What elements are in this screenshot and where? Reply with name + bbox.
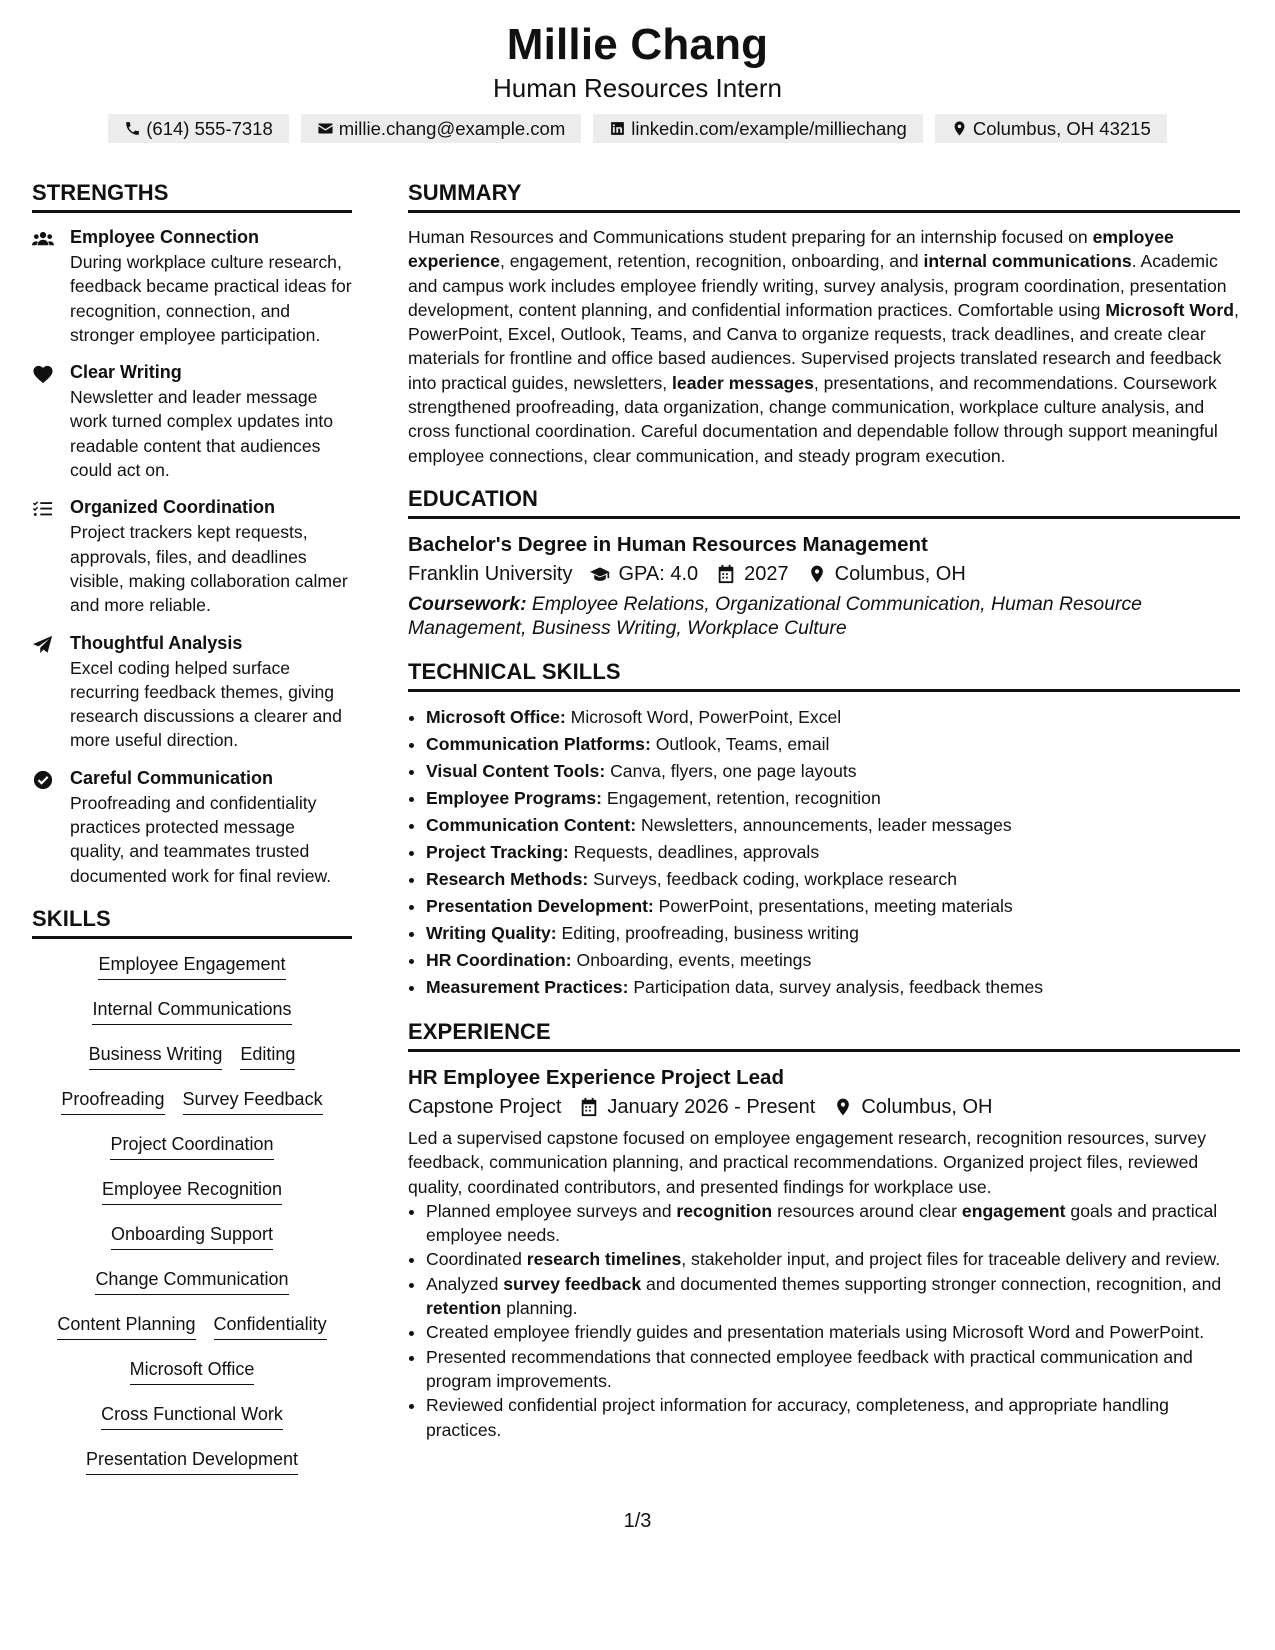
technical-skill-item [426, 839, 1240, 866]
technical-skill-value: Requests, deadlines, approvals [568, 841, 820, 862]
text-segment: Reviewed confidential project information for accuracy, completeness, and appropriate handling practices. [426, 1395, 1169, 1440]
strength-title: Careful Communication [70, 767, 274, 788]
technical-skill-label: Visual Content Tools: [426, 760, 606, 781]
job-bullet [426, 1247, 1240, 1271]
envelope-icon [317, 120, 334, 137]
contact-email[interactable] [301, 114, 581, 143]
skill-tag-row [32, 996, 352, 1041]
graduation-cap-icon [590, 564, 610, 584]
experience-heading: EXPERIENCE [408, 1017, 1240, 1052]
text-segment: Created employee friendly guides and presentation materials using Microsoft Word and PowerPoint. [426, 1322, 1205, 1343]
technical-skill-value: Outlook, Teams, email [650, 733, 830, 754]
strength-item [32, 360, 352, 482]
users-icon [32, 229, 54, 249]
skill-tag: Employee Recognition [102, 1176, 282, 1205]
technical-skill-label: Measurement Practices: [426, 976, 629, 997]
organization: Capstone Project [408, 1095, 562, 1118]
education-section [408, 484, 1240, 641]
technical-skill-item [426, 920, 1240, 947]
technical-skill-value: Participation data, survey analysis, feedback themes [628, 976, 1044, 997]
summary-section [408, 178, 1240, 468]
technical-skill-label: HR Coordination: [426, 949, 572, 970]
contact-location-text: Columbus, OH 43215 [972, 118, 1151, 139]
gpa: GPA: 4.0 [618, 562, 699, 585]
job-intro: Led a supervised capstone focused on employee engagement research, recognition resources, survey feedback, communication planning, and practical recommendations. Organized project files, reviewed quality, coordinated contributors, and presented findings for workplace use. [408, 1127, 1207, 1197]
contact-bar [0, 114, 1275, 143]
skill-tag: Microsoft Office [130, 1356, 255, 1385]
education-heading: EDUCATION [408, 484, 1240, 519]
skill-tag: Onboarding Support [111, 1221, 273, 1250]
skill-tag-row [32, 1131, 352, 1176]
education-meta [408, 559, 1240, 589]
technical-skill-value: Microsoft Word, PowerPoint, Excel [565, 706, 842, 727]
skill-tag: Proofreading [61, 1086, 164, 1115]
calendar-icon [579, 1097, 599, 1117]
strengths-heading: STRENGTHS [32, 178, 352, 213]
technical-skill-label: Writing Quality: [426, 922, 557, 943]
technical-skills-heading: TECHNICAL SKILLS [408, 657, 1240, 692]
technical-skill-item [426, 785, 1240, 812]
contact-linkedin-text: linkedin.com/example/milliechang [631, 118, 907, 139]
emphasis-text: internal communications [923, 251, 1132, 272]
strength-description: Project trackers kept requests, approvals, files, and deadlines visible, making collaboration calmer and more reliable. [70, 522, 348, 616]
technical-skill-item [426, 704, 1240, 731]
summary-text [408, 225, 1240, 468]
technical-skill-item [426, 812, 1240, 839]
job-bullets [408, 1199, 1240, 1442]
strength-description: Excel coding helped surface recurring feedback themes, giving research discussions a clearer and more useful direction. [70, 657, 342, 751]
text-segment: and documented themes supporting stronger connection, recognition, and [641, 1273, 1222, 1294]
text-segment: Analyzed [426, 1273, 504, 1294]
list-check-icon [32, 499, 54, 519]
linkedin-icon [609, 120, 626, 137]
technical-skill-item [426, 731, 1240, 758]
degree-title: Bachelor's Degree in Human Resources Management [408, 532, 928, 556]
phone-icon [124, 120, 141, 137]
strength-item [32, 495, 352, 617]
strength-title: Employee Connection [70, 227, 260, 247]
technical-skill-value: Surveys, feedback coding, workplace research [588, 868, 957, 889]
text-segment: goals and practical employee needs. [426, 1200, 1218, 1246]
text-segment: Presented recommendations that connected employee feedback with practical communication and program improvements. [426, 1346, 1193, 1391]
contact-location [935, 114, 1167, 143]
technical-skill-item [426, 893, 1240, 920]
skill-tag: Editing [240, 1041, 295, 1070]
skill-tag-list [32, 951, 352, 1491]
text-segment: , stakeholder input, and project files for traceable delivery and review. [681, 1249, 1221, 1270]
skill-tag-row [32, 1221, 352, 1266]
coursework-label: Coursework: [408, 592, 527, 615]
skill-tag: Project Coordination [110, 1131, 273, 1160]
job-location: Columbus, OH [861, 1095, 993, 1118]
technical-skill-value: Newsletters, announcements, leader messages [636, 814, 1012, 835]
left-column [32, 178, 352, 1491]
technical-skill-label: Communication Platforms: [426, 733, 651, 754]
skill-tag: Confidentiality [214, 1311, 327, 1340]
job-dates: January 2026 - Present [607, 1095, 816, 1118]
contact-email-text: millie.chang@example.com [338, 118, 566, 139]
check-circle-icon [32, 770, 54, 790]
emphasis-text: retention [426, 1298, 502, 1319]
text-segment: , presentations, and recommendations. Coursework strengthened proofreading, data organization, change communication, workplace culture analysis, and cross functional coordination. Careful documentation and dependable follow through support meaningful employee connections, clear communication, and steady program execution. [408, 372, 1218, 466]
emphasis-text: leader messages [672, 372, 814, 393]
skill-tag-row [32, 1401, 352, 1446]
technical-skill-value: Onboarding, events, meetings [571, 949, 812, 970]
map-pin-icon [807, 564, 827, 584]
experience-section [408, 1017, 1240, 1442]
technical-skill-item [426, 866, 1240, 893]
text-segment: , engagement, retention, recognition, onboarding, and [499, 251, 924, 272]
technical-skill-value: PowerPoint, presentations, meeting materials [653, 895, 1013, 916]
page-number: 1/3 [623, 1510, 652, 1532]
technical-skill-item [426, 758, 1240, 785]
skill-tag-row [32, 1176, 352, 1221]
technical-skills-section [408, 657, 1240, 1001]
skill-tag: Survey Feedback [183, 1086, 323, 1115]
technical-skill-label: Research Methods: [426, 868, 589, 889]
strength-title: Clear Writing [70, 362, 182, 383]
resume-header [0, 18, 1275, 143]
contact-phone-text: (614) 555-7318 [146, 118, 273, 139]
technical-skill-label: Presentation Development: [426, 895, 654, 916]
strength-item [32, 225, 352, 347]
skills-section [32, 904, 352, 1491]
skill-tag-row [32, 1086, 352, 1131]
job-title: HR Employee Experience Project Lead [408, 1065, 784, 1089]
skill-tag-row [32, 1356, 352, 1401]
technical-skill-item [426, 974, 1240, 1001]
strength-item [32, 766, 352, 888]
school-name: Franklin University [408, 562, 573, 585]
text-segment: Planned employee surveys and [426, 1200, 677, 1221]
skill-tag: Internal Communications [92, 996, 291, 1025]
technical-skills-list [408, 704, 1240, 1001]
skill-tag: Business Writing [89, 1041, 223, 1070]
strength-item [32, 631, 352, 753]
emphasis-text: recognition [676, 1200, 773, 1221]
strength-title: Thoughtful Analysis [70, 632, 243, 653]
job-bullet [426, 1272, 1240, 1321]
candidate-name: Millie Chang [506, 20, 769, 69]
skill-tag: Content Planning [57, 1311, 195, 1340]
right-column [408, 178, 1240, 1458]
education-location: Columbus, OH [834, 562, 966, 585]
skill-tag-row [32, 1446, 352, 1491]
graduation-year: 2027 [744, 562, 789, 585]
skill-tag-row [32, 1266, 352, 1311]
technical-skill-label: Microsoft Office: [426, 706, 566, 727]
text-segment: , PowerPoint, Excel, Outlook, Teams, and Canva to organize requests, track deadlines, and create clear materials for frontline and office based audiences. Supervised projects translated research and feedback into practical guides, newsletters, [408, 299, 1239, 393]
job-bullet [426, 1320, 1240, 1344]
skill-tag: Employee Engagement [98, 951, 285, 980]
emphasis-text: research timelines [526, 1249, 682, 1270]
emphasis-text: engagement [961, 1200, 1066, 1221]
technical-skill-value: Editing, proofreading, business writing [556, 922, 859, 943]
heart-icon [32, 364, 54, 384]
strength-description: Newsletter and leader message work turned complex updates into readable content that audiences could act on. [70, 387, 334, 481]
text-segment: resources around clear [772, 1200, 962, 1221]
skill-tag-row [32, 1311, 352, 1356]
summary-heading: SUMMARY [408, 178, 1240, 213]
strength-description: During workplace culture research, feedback became practical ideas for recognition, connection, and stronger employee participation. [70, 252, 352, 345]
coursework-list: Employee Relations, Organizational Communication, Human Resource Management, Business Writing, Workplace Culture [408, 592, 1142, 640]
job-bullet [426, 1393, 1240, 1442]
contact-linkedin[interactable] [593, 114, 923, 143]
strength-title: Organized Coordination [70, 497, 275, 518]
job-bullet [426, 1345, 1240, 1394]
skill-tag: Change Communication [95, 1266, 288, 1295]
text-segment: . Academic and campus work includes employee friendly writing, survey analysis, program coordination, presentation development, content planning, and confidential information practices. Comfortable using [408, 251, 1227, 320]
technical-skill-label: Project Tracking: [426, 841, 569, 862]
strength-description: Proofreading and confidentiality practices protected message quality, and teammates trusted documented work for final review. [70, 792, 332, 886]
technical-skill-label: Communication Content: [426, 814, 637, 835]
candidate-role: Human Resources Intern [492, 73, 783, 103]
technical-skill-item [426, 947, 1240, 974]
skills-heading: SKILLS [32, 904, 352, 939]
emphasis-text: survey feedback [503, 1273, 642, 1294]
skill-tag-row [32, 1041, 352, 1086]
experience-meta [408, 1092, 1240, 1122]
emphasis-text: employee experience [408, 227, 1174, 272]
text-segment: Human Resources and Communications student preparing for an internship focused on [408, 227, 1093, 247]
map-pin-icon [951, 120, 968, 137]
skill-tag: Cross Functional Work [101, 1401, 283, 1430]
contact-phone[interactable] [108, 114, 289, 143]
technical-skill-value: Canva, flyers, one page layouts [605, 760, 857, 781]
coursework [408, 592, 1240, 641]
job-bullet [426, 1199, 1240, 1248]
text-segment: Coordinated [426, 1249, 527, 1270]
calendar-icon [716, 564, 736, 584]
technical-skill-label: Employee Programs: [426, 787, 602, 808]
map-pin-icon [833, 1097, 853, 1117]
paper-plane-icon [32, 635, 54, 655]
skill-tag-row [32, 951, 352, 996]
skill-tag: Presentation Development [86, 1446, 298, 1475]
text-segment: planning. [501, 1298, 578, 1319]
emphasis-text: Microsoft Word [1105, 299, 1235, 320]
technical-skill-value: Engagement, retention, recognition [602, 787, 881, 808]
